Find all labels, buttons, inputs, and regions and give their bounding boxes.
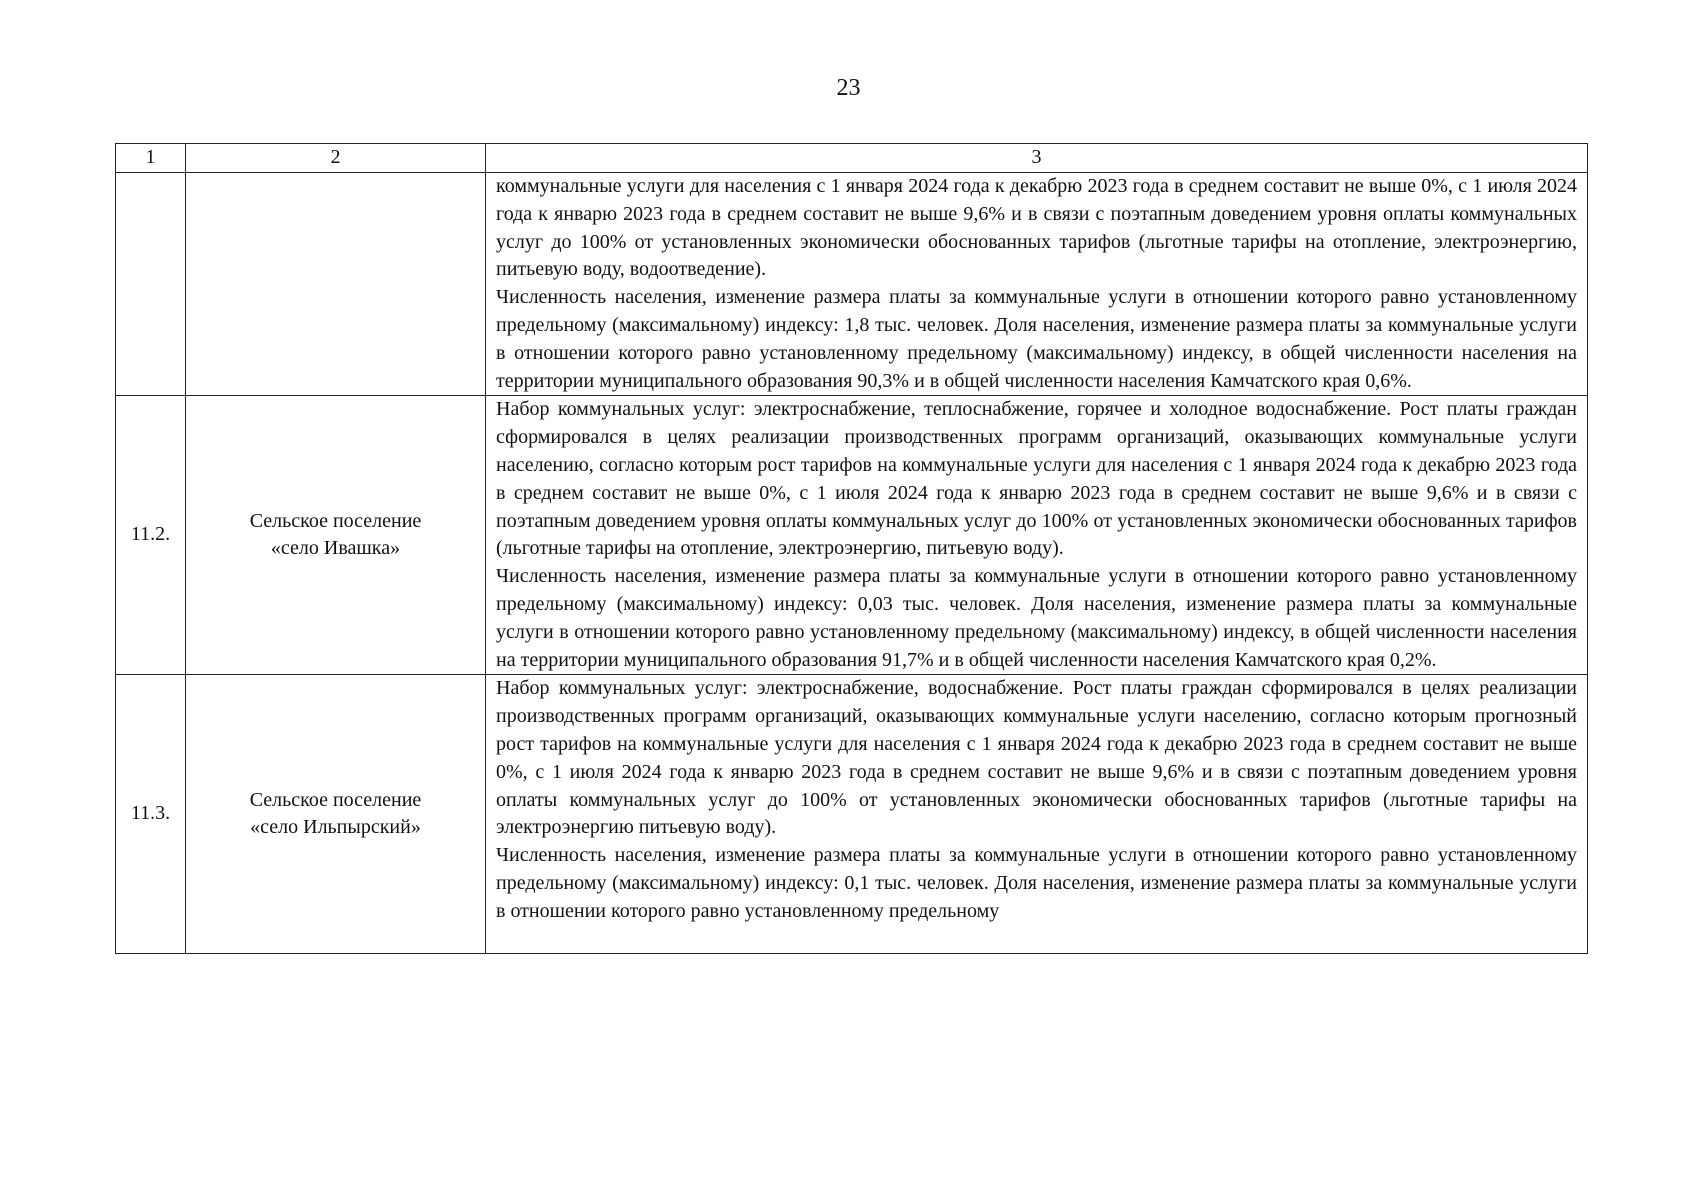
description-paragraph: Численность населения, изменение размера платы за коммунальные услуги в отношении которого равно установленному предельному (максимальному) индексу: 0,1 тыс. человек. Доля населения, изменение размера платы за коммунальные услуги в отношении которого равно установленному предельному: [496, 844, 1577, 922]
description-paragraph: Набор коммунальных услуг: электроснабжение, водоснабжение. Рост платы граждан сформировался в целях реализации производственных программ организаций, оказывающих коммунальные услуги населению, согласно которым прогнозный рост тарифов на коммунальные услуги для населения с 1 января 2024 года к декабрю 2023 года в среднем составит не выше 0%, с 1 июля 2024 года к январю 2023 года в среднем составит не выше 9,6% и в связи с поэтапным доведением уровня оплаты коммунальных услуг до 100% от установленных экономически обоснованных тарифов (льготные тарифы на электроэнергию питьевую воду).: [496, 677, 1577, 839]
row-number: 11.2.: [116, 396, 186, 675]
settlement-name: [186, 675, 486, 954]
settlement-name-line: «село Ильпырский»: [250, 816, 421, 839]
description-paragraph: коммунальные услуги для населения с 1 января 2024 года к декабрю 2023 года в среднем составит не выше 0%, с 1 июля 2024 года к январю 2023 года в среднем составит не выше 9,6% и в связи с поэтапным доведением уровня оплаты коммунальных услуг до 100% от установленных экономически обоснованных тарифов (льготные тарифы на отопление, электроэнергию, питьевую воду, водоотведение).: [496, 175, 1577, 281]
row-number: 11.3.: [116, 675, 186, 954]
description-paragraph: Набор коммунальных услуг: электроснабжение, теплоснабжение, горячее и холодное водоснабжение. Рост платы граждан сформировался в целях реализации производственных программ организаций, оказывающих коммунальные услуги населению, согласно которым рост тарифов на коммунальные услуги для населения с 1 января 2024 года к декабрю 2023 года в среднем составит не выше 0%, с 1 июля 2024 года к январю 2023 года в среднем составит не выше 9,6% и в связи с поэтапным доведением уровня оплаты коммунальных услуг до 100% от установленных экономически обоснованных тарифов (льготные тарифы на отопление, электроэнергию, питьевую воду).: [496, 398, 1577, 560]
table-row: [116, 675, 1588, 954]
table-row: [116, 396, 1588, 675]
table-header-row: [116, 144, 1588, 173]
settlement-name: [186, 396, 486, 675]
description-cell: [486, 675, 1588, 954]
settlement-name-line: Сельское поселение: [249, 509, 422, 532]
header-col-2: 2: [186, 144, 486, 173]
table-row: [116, 173, 1588, 396]
settlement-name: [186, 173, 486, 396]
settlement-name-line: «село Ивашка»: [270, 537, 401, 560]
page-number: 23: [836, 75, 861, 101]
header-col-1: 1: [116, 144, 186, 173]
description-paragraph: Численность населения, изменение размера платы за коммунальные услуги в отношении которого равно установленному предельному (максимальному) индексу: 0,03 тыс. человек. Доля населения, изменение размера платы за коммунальные услуги в отношении которого равно установленному предельному (максимальному) индексу, в общей численности населения на территории муниципального образования 91,7% и в общей численности населения Камчатского края 0,2%.: [496, 565, 1577, 671]
description-clip: [496, 675, 1577, 953]
description-cell: [486, 173, 1588, 396]
header-col-3: 3: [486, 144, 1588, 173]
tariff-table: [115, 143, 1588, 954]
settlement-name-line: Сельское поселение: [249, 788, 422, 811]
description-paragraph: Численность населения, изменение размера платы за коммунальные услуги в отношении которого равно установленному предельному (максимальному) индексу: 1,8 тыс. человек. Доля населения, изменение размера платы за коммунальные услуги в отношении которого равно установленному предельному (максимальному) индексу, в общей численности населения на территории муниципального образования 90,3% и в общей численности населения Камчатского края 0,6%.: [496, 286, 1577, 392]
description-cell: [486, 396, 1588, 675]
row-number: [116, 173, 186, 396]
